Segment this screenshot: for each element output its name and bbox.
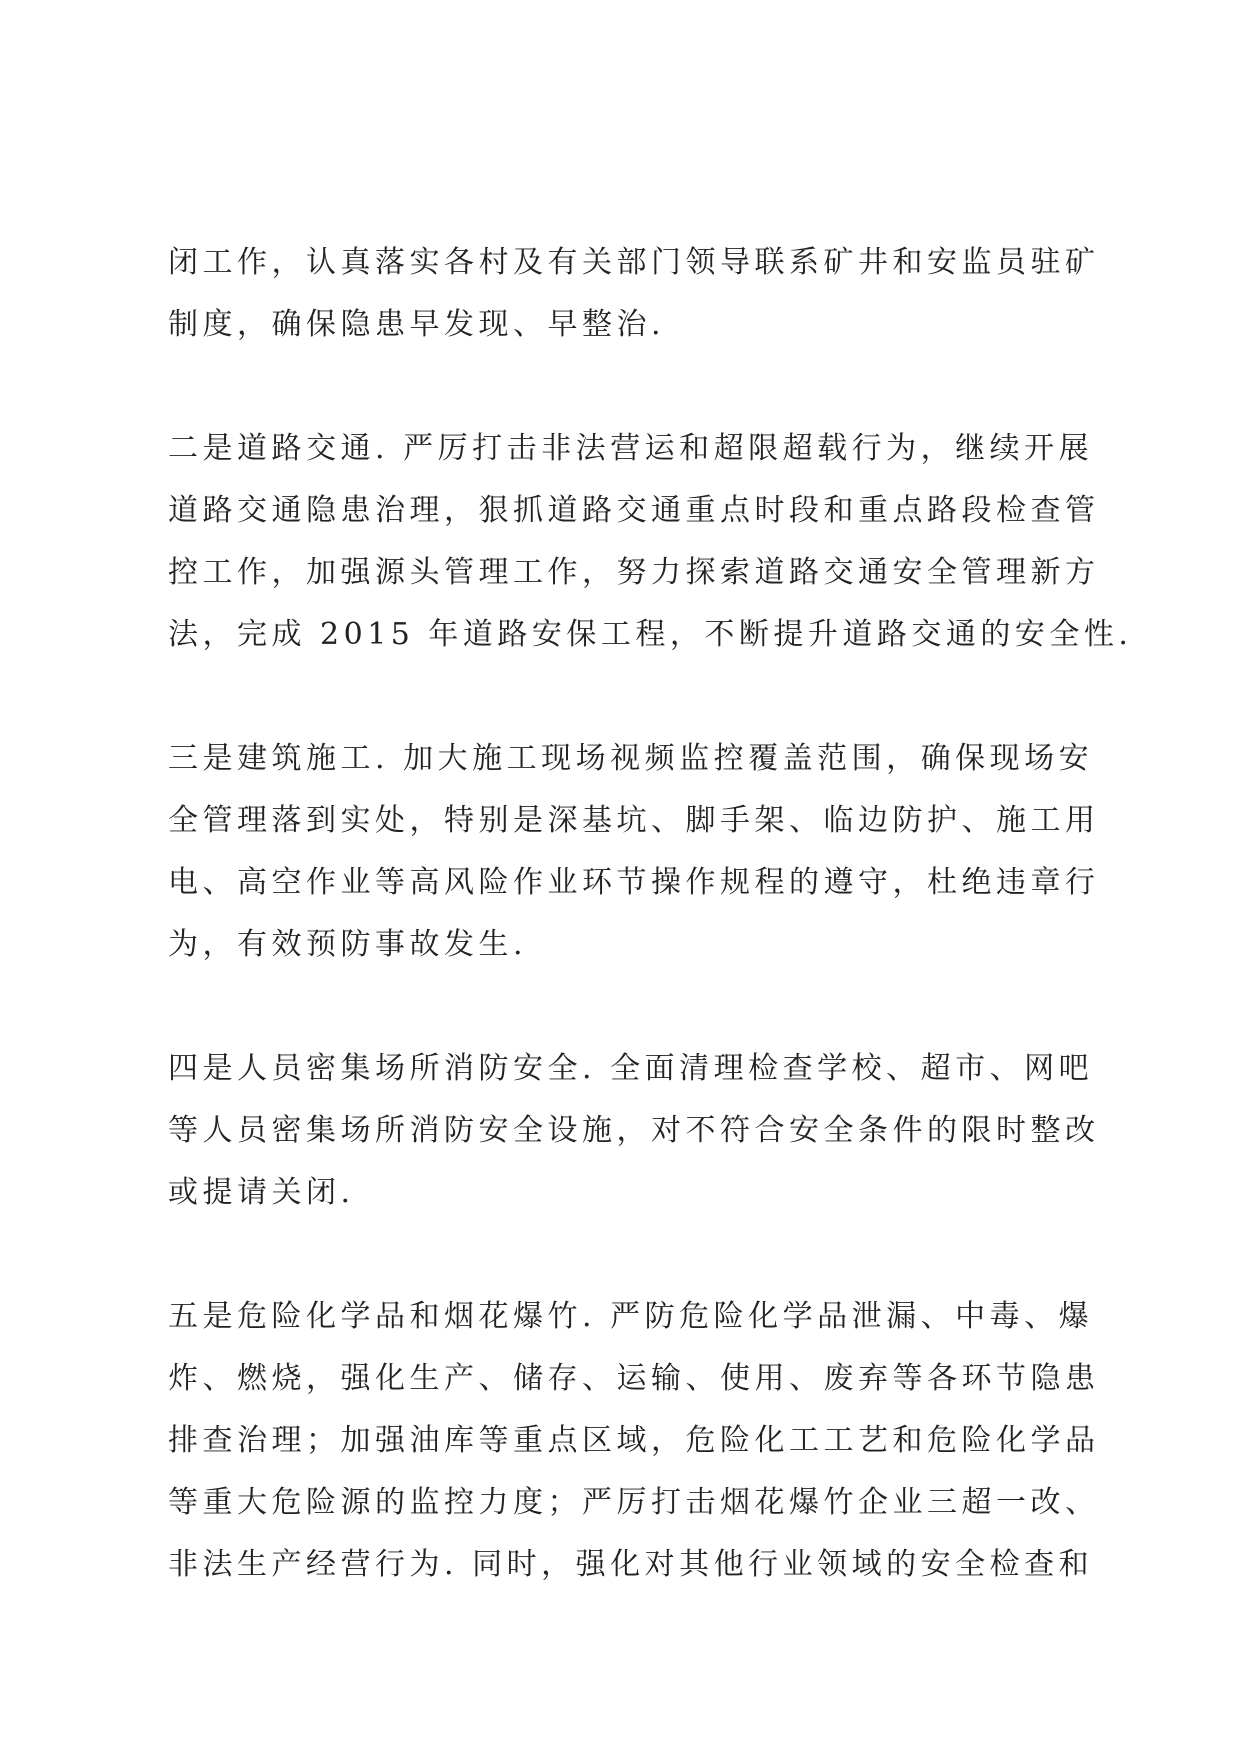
paragraph-spacer xyxy=(168,1224,1073,1286)
text-line: 法，完成 2015 年道路安保工程，不断提升道路交通的安全性. xyxy=(168,617,1133,652)
text-line: 四是人员密集场所消防安全. 全面清理检查学校、超市、网吧 xyxy=(168,1051,1094,1086)
text-line: 道路交通隐患治理，狠抓道路交通重点时段和重点路段检查管 xyxy=(168,493,1100,528)
text-line: 或提请关闭. xyxy=(168,1175,355,1210)
text-line: 二是道路交通. 严厉打击非法营运和超限超载行为，继续开展 xyxy=(168,431,1094,466)
paragraph-construction xyxy=(168,728,1100,976)
paragraph-fire-safety xyxy=(168,1038,1100,1224)
text-line: 非法生产经营行为. 同时，强化对其他行业领域的安全检查和 xyxy=(168,1547,1094,1582)
text-line: 电、高空作业等高风险作业环节操作规程的遵守，杜绝违章行 xyxy=(168,865,1100,900)
document-body xyxy=(168,232,1133,1596)
paragraph-road-traffic xyxy=(168,418,1133,666)
text-line: 制度，确保隐患早发现、早整治. xyxy=(168,307,666,342)
text-line: 为，有效预防事故发生. xyxy=(168,927,528,962)
paragraph-spacer xyxy=(168,356,1073,418)
text-line: 五是危险化学品和烟花爆竹. 严防危险化学品泄漏、中毒、爆 xyxy=(168,1299,1094,1334)
text-line: 炸、燃烧，强化生产、储存、运输、使用、废弃等各环节隐患 xyxy=(168,1361,1100,1396)
text-line: 等人员密集场所消防安全设施，对不符合安全条件的限时整改 xyxy=(168,1113,1100,1148)
text-line: 排查治理；加强油库等重点区域，危险化工工艺和危险化学品 xyxy=(168,1423,1100,1458)
text-line: 全管理落到实处，特别是深基坑、脚手架、临边防护、施工用 xyxy=(168,803,1100,838)
paragraph-mine-safety xyxy=(168,232,1100,356)
text-line: 控工作，加强源头管理工作，努力探索道路交通安全管理新方 xyxy=(168,555,1100,590)
paragraph-hazardous-chemicals xyxy=(168,1286,1100,1596)
text-line: 等重大危险源的监控力度；严厉打击烟花爆竹企业三超一改、 xyxy=(168,1485,1100,1520)
paragraph-spacer xyxy=(168,976,1073,1038)
text-line: 闭工作，认真落实各村及有关部门领导联系矿井和安监员驻矿 xyxy=(168,245,1100,280)
text-line: 三是建筑施工. 加大施工现场视频监控覆盖范围，确保现场安 xyxy=(168,741,1094,776)
paragraph-spacer xyxy=(168,666,1073,728)
